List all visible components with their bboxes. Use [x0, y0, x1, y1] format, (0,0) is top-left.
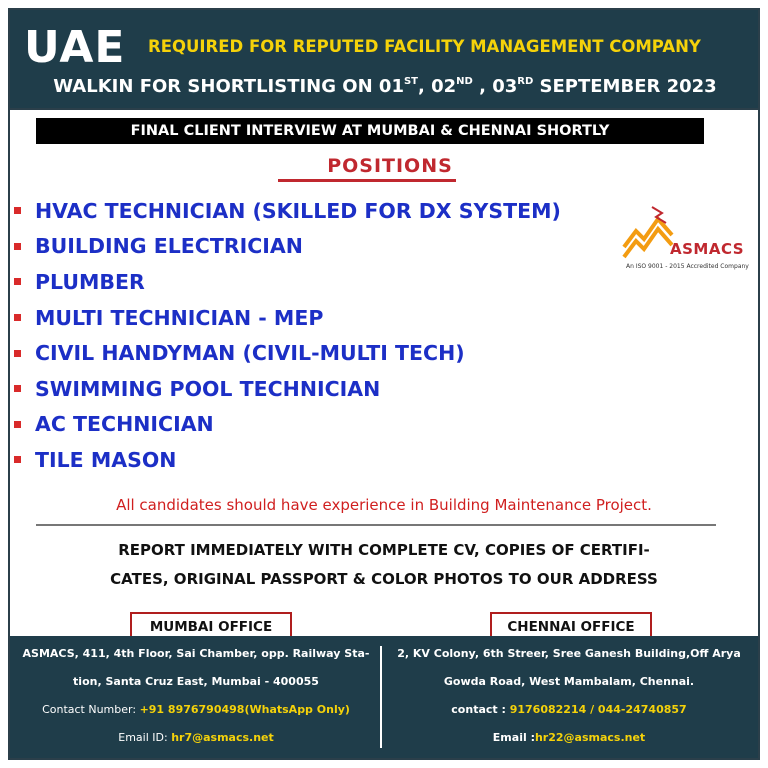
- divider-line: [36, 524, 716, 526]
- mumbai-email-link[interactable]: hr7@asmacs.net: [171, 731, 274, 744]
- requirement-text: REQUIRED FOR REPUTED FACILITY MANAGEMENT COMPANY: [148, 37, 701, 56]
- bullet-icon: [14, 385, 21, 392]
- header-banner: [10, 10, 758, 110]
- positions-list: [14, 193, 634, 478]
- experience-note: All candidates should have experience in Building Maintenance Project.: [116, 496, 652, 514]
- mumbai-office-title: MUMBAI OFFICE: [130, 612, 292, 640]
- bullet-icon: [14, 456, 21, 463]
- positions-underline: [278, 179, 456, 182]
- chennai-address-line2: Gowda Road, West Mambalam, Chennai.: [443, 675, 695, 688]
- list-item: CIVIL HANDYMAN (CIVIL-MULTI TECH): [14, 335, 634, 371]
- bullet-icon: [14, 421, 21, 428]
- footer-divider: [380, 646, 382, 748]
- positions-heading: POSITIONS: [327, 155, 453, 177]
- bullet-icon: [14, 243, 21, 250]
- mumbai-office-details: [14, 640, 378, 752]
- chennai-office-details: [384, 640, 754, 752]
- chennai-address-line1: 2, KV Colony, 6th Streer, Sree Ganesh Building,Off Arya: [397, 647, 741, 660]
- walkin-dates: WALKIN FOR SHORTLISTING ON 01ST, 02ND , 03RD SEPTEMBER 2023: [53, 76, 717, 97]
- country-title: UAE: [24, 22, 126, 73]
- report-instructions: REPORT IMMEDIATELY WITH COMPLETE CV, COPIES OF CERTIFI- CATES, ORIGINAL PASSPORT & COLOR PHOTOS TO OUR ADDRESS: [110, 541, 658, 588]
- mumbai-email: Email ID: hr7@asmacs.net: [118, 731, 274, 744]
- bullet-icon: [14, 207, 21, 214]
- list-item: MULTI TECHNICIAN - MEP: [14, 300, 634, 336]
- list-item: AC TECHNICIAN: [14, 407, 634, 443]
- list-item: SWIMMING POOL TECHNICIAN: [14, 371, 634, 407]
- chennai-office-title: CHENNAI OFFICE: [490, 612, 652, 640]
- mumbai-contact: Contact Number: +91 8976790498(WhatsApp Only): [42, 703, 350, 716]
- logo-name: ASMACS: [670, 240, 745, 258]
- chennai-contact: contact : 9176082214 / 044-24740857: [451, 703, 687, 716]
- bullet-icon: [14, 278, 21, 285]
- mumbai-address-line1: ASMACS, 411, 4th Floor, Sai Chamber, opp. Railway Sta-: [22, 647, 370, 660]
- list-item: BUILDING ELECTRICIAN: [14, 229, 634, 265]
- bullet-icon: [14, 314, 21, 321]
- chennai-email: Email :hr22@asmacs.net: [492, 731, 646, 744]
- mumbai-phone[interactable]: +91 8976790498(WhatsApp Only): [139, 703, 350, 716]
- mumbai-address-line2: tion, Santa Cruz East, Mumbai - 400055: [73, 675, 319, 688]
- list-item: HVAC TECHNICIAN (SKILLED FOR DX SYSTEM): [14, 193, 634, 229]
- list-item: PLUMBER: [14, 264, 634, 300]
- chennai-phone[interactable]: 9176082214 / 044-24740857: [509, 703, 687, 716]
- interview-banner: FINAL CLIENT INTERVIEW AT MUMBAI & CHENNAI SHORTLY: [36, 118, 704, 144]
- bullet-icon: [14, 350, 21, 357]
- logo-tagline: An ISO 9001 - 2015 Accredited Company: [626, 263, 749, 270]
- chennai-email-link[interactable]: hr22@asmacs.net: [534, 731, 646, 744]
- list-item: TILE MASON: [14, 442, 634, 478]
- asmacs-logo: [622, 205, 752, 277]
